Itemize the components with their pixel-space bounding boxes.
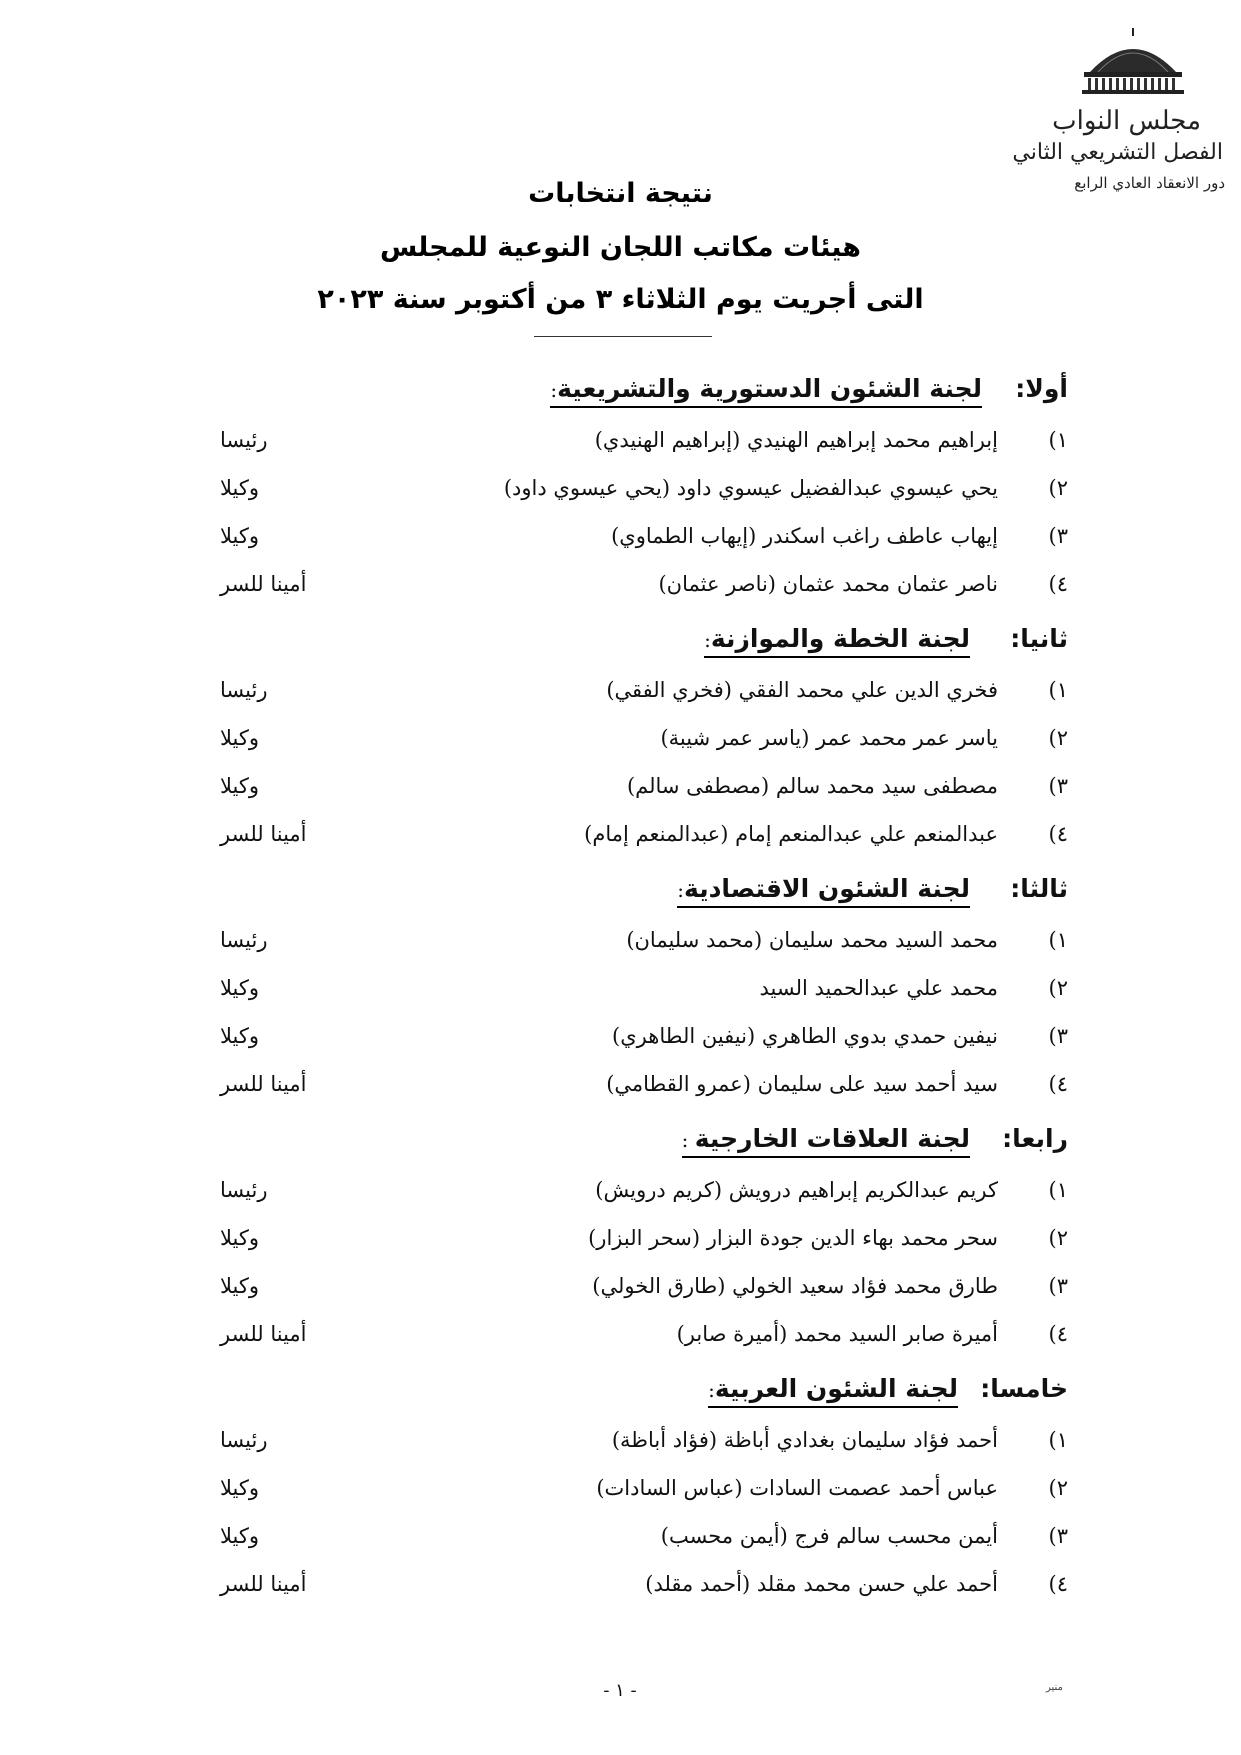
member-row: [220, 1524, 1068, 1564]
member-role: وكيلا: [220, 524, 260, 548]
member-role: وكيلا: [220, 1226, 260, 1250]
section-header: [500, 624, 1068, 668]
member-name: أيمن محسب سالم فرج (أيمن محسب): [660, 1524, 998, 1548]
member-role: وكيلا: [220, 476, 260, 500]
member-number: ٢): [1048, 476, 1068, 500]
member-name: فخري الدين علي محمد الفقي (فخري الفقي): [606, 678, 998, 702]
dome-icon: [1078, 28, 1188, 98]
member-role: أمينا للسر: [220, 1322, 307, 1346]
member-name: سيد أحمد سيد على سليمان (عمرو القطامي): [606, 1072, 998, 1096]
member-row: [220, 1178, 1068, 1218]
member-number: ١): [1048, 928, 1068, 952]
member-number: ١): [1048, 1428, 1068, 1452]
member-number: ١): [1048, 1178, 1068, 1202]
member-role: وكيلا: [220, 1524, 260, 1548]
section-header: [500, 374, 1068, 418]
member-number: ٣): [1048, 524, 1068, 548]
member-number: ٣): [1048, 774, 1068, 798]
member-name: طارق محمد فؤاد سعيد الخولي (طارق الخولي): [592, 1274, 998, 1298]
member-name: نيفين حمدي بدوي الطاهري (نيفين الطاهري): [612, 1024, 998, 1048]
member-name: عباس أحمد عصمت السادات (عباس السادات): [596, 1476, 998, 1500]
member-role: وكيلا: [220, 976, 260, 1000]
document-date-line: التى أجريت يوم الثلاثاء ٣ من أكتوبر سنة ٢٠٢٣: [317, 284, 924, 315]
committee-name: لجنة الخطة والموازنة:: [704, 624, 970, 658]
member-name: كريم عبدالكريم إبراهيم درويش (كريم درويش): [595, 1178, 998, 1202]
member-row: [220, 976, 1068, 1016]
member-name: إبراهيم محمد إبراهيم الهنيدي (إبراهيم الهنيدي): [594, 428, 998, 452]
member-role: رئيسا: [220, 1178, 268, 1202]
member-row: [220, 476, 1068, 516]
member-name: يحي عيسوي عبدالفضيل عيسوي داود (يحي عيسوي داود): [503, 476, 998, 500]
typist-stamp: منير: [1046, 1682, 1063, 1693]
member-name: عبدالمنعم علي عبدالمنعم إمام (عبدالمنعم إمام): [584, 822, 998, 846]
member-role: وكيلا: [220, 1274, 260, 1298]
member-row: [220, 1322, 1068, 1362]
member-row: [220, 678, 1068, 718]
member-name: أميرة صابر السيد محمد (أميرة صابر): [676, 1322, 998, 1346]
member-name: إيهاب عاطف راغب اسكندر (إيهاب الطماوي): [611, 524, 998, 548]
member-row: [220, 1476, 1068, 1516]
member-number: ٤): [1048, 1322, 1068, 1346]
section-header: [500, 874, 1068, 918]
logo-text-session: دور الانعقاد العادي الرابع: [1074, 174, 1225, 192]
member-row: [220, 1072, 1068, 1112]
member-number: ٤): [1048, 572, 1068, 596]
member-role: وكيلا: [220, 1024, 260, 1048]
document-title: نتيجة انتخابات: [528, 178, 713, 209]
member-number: ٢): [1048, 1476, 1068, 1500]
member-role: وكيلا: [220, 774, 260, 798]
member-role: رئيسا: [220, 1428, 268, 1452]
section-ordinal: خامسا:: [980, 1374, 1068, 1403]
member-role: وكيلا: [220, 726, 260, 750]
member-role: رئيسا: [220, 428, 268, 452]
member-name: ناصر عثمان محمد عثمان (ناصر عثمان): [658, 572, 998, 596]
member-name: ياسر عمر محمد عمر (ياسر عمر شيبة): [660, 726, 998, 750]
committee-name: لجنة الشئون العربية:: [708, 1374, 958, 1408]
member-row: [220, 1572, 1068, 1612]
member-role: أمينا للسر: [220, 1572, 307, 1596]
member-role: أمينا للسر: [220, 572, 307, 596]
page-number: - ١ -: [603, 1680, 637, 1701]
parliament-logo: [1012, 28, 1225, 198]
member-row: [220, 1428, 1068, 1468]
member-number: ١): [1048, 678, 1068, 702]
title-divider: [534, 336, 712, 337]
member-number: ٤): [1048, 1072, 1068, 1096]
member-number: ١): [1048, 428, 1068, 452]
member-row: [220, 928, 1068, 968]
member-name: أحمد فؤاد سليمان بغدادي أباظة (فؤاد أباظة): [611, 1428, 998, 1452]
member-role: رئيسا: [220, 678, 268, 702]
member-number: ٤): [1048, 1572, 1068, 1596]
member-number: ٢): [1048, 976, 1068, 1000]
member-role: رئيسا: [220, 928, 268, 952]
member-number: ٤): [1048, 822, 1068, 846]
member-name: محمد علي عبدالحميد السيد: [759, 976, 998, 1000]
member-row: [220, 428, 1068, 468]
member-row: [220, 774, 1068, 814]
member-row: [220, 1024, 1068, 1064]
logo-text-council: مجلس النواب: [1052, 106, 1201, 136]
member-name: مصطفى سيد محمد سالم (مصطفى سالم): [626, 774, 998, 798]
committee-name: لجنة العلاقات الخارجية :: [682, 1124, 970, 1158]
member-number: ٣): [1048, 1524, 1068, 1548]
section-ordinal: ثانيا:: [1010, 624, 1068, 653]
member-role: أمينا للسر: [220, 822, 307, 846]
member-number: ٢): [1048, 1226, 1068, 1250]
document-subtitle: هيئات مكاتب اللجان النوعية للمجلس: [379, 232, 862, 263]
member-row: [220, 524, 1068, 564]
section-header: [500, 1124, 1068, 1168]
member-number: ٣): [1048, 1024, 1068, 1048]
section-ordinal: ثالثا:: [1010, 874, 1068, 903]
member-row: [220, 572, 1068, 612]
member-role: أمينا للسر: [220, 1072, 307, 1096]
logo-text-term: الفصل التشريعي الثاني: [1012, 140, 1223, 165]
member-row: [220, 822, 1068, 862]
member-row: [220, 1274, 1068, 1314]
committee-name: لجنة الشئون الاقتصادية:: [677, 874, 970, 908]
member-role: وكيلا: [220, 1476, 260, 1500]
member-name: محمد السيد محمد سليمان (محمد سليمان): [626, 928, 998, 952]
section-ordinal: رابعا:: [1002, 1124, 1068, 1153]
member-number: ٣): [1048, 1274, 1068, 1298]
member-row: [220, 1226, 1068, 1266]
section-header: [500, 1374, 1068, 1418]
member-row: [220, 726, 1068, 766]
section-ordinal: أولا:: [1015, 374, 1068, 403]
member-number: ٢): [1048, 726, 1068, 750]
member-name: أحمد علي حسن محمد مقلد (أحمد مقلد): [645, 1572, 998, 1596]
member-name: سحر محمد بهاء الدين جودة البزار (سحر البزار): [588, 1226, 998, 1250]
committee-name: لجنة الشئون الدستورية والتشريعية:: [550, 374, 982, 408]
